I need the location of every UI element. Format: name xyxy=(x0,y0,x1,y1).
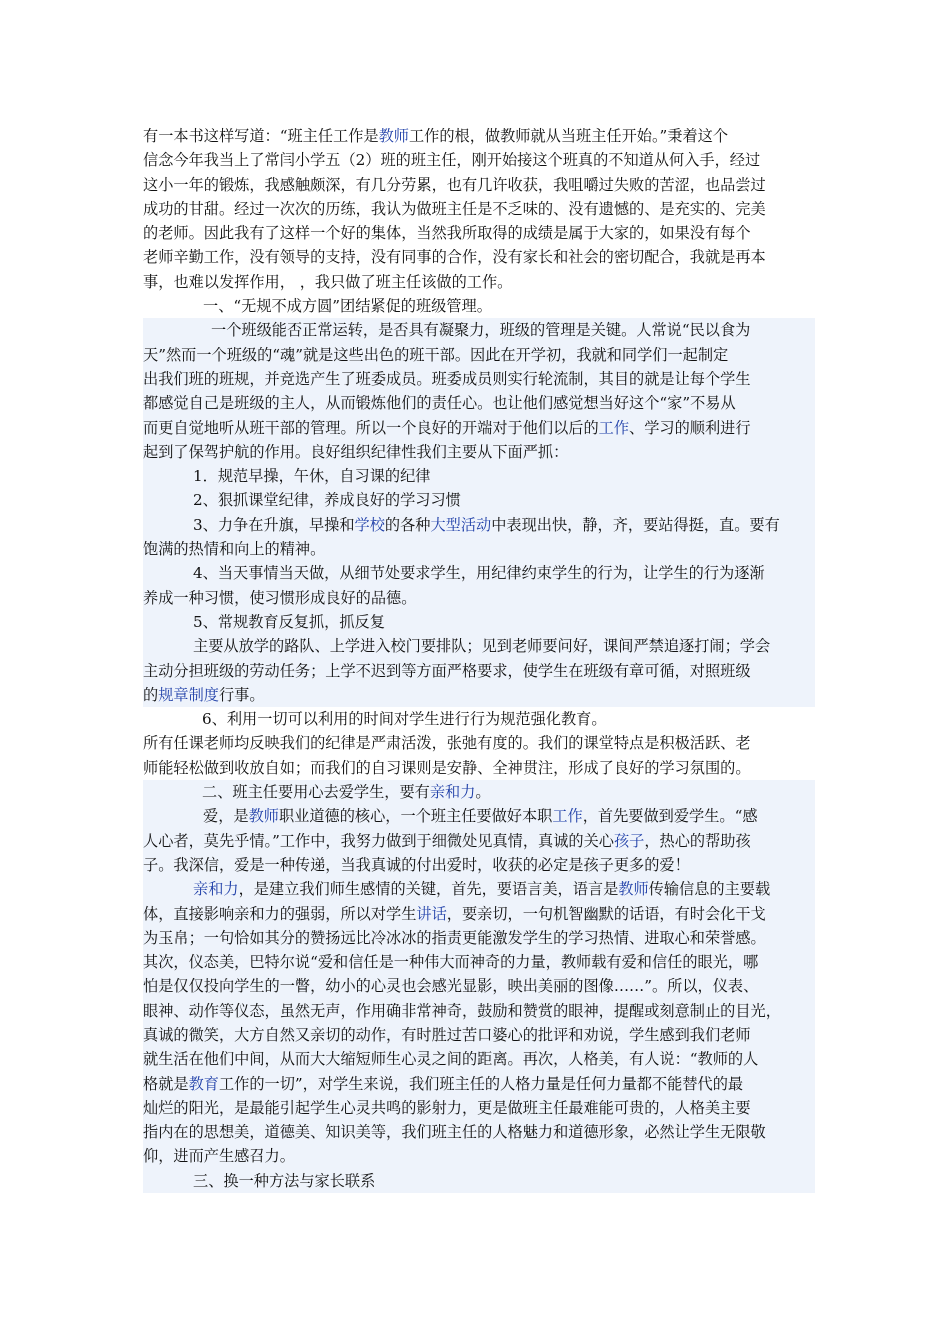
text-line xyxy=(143,683,815,707)
text-run: 爱，是 xyxy=(203,807,249,826)
text-line xyxy=(143,391,815,415)
text-line xyxy=(143,659,815,683)
text-run: 就生活在他们中间，从而大大缩短师生心灵之间的距离。再次，人格美，有人说：“教师的人 xyxy=(143,1050,759,1069)
keyword-link[interactable]: 孩子 xyxy=(613,831,645,850)
text-run: 为玉帛；一句恰如其分的赞扬远比冷冰冰的指责更能激发学生的学习热情、进取心和荣誉感。 xyxy=(143,928,766,947)
text-run: 的 xyxy=(143,685,159,704)
text-run: 3、力争在升旗，早操和 xyxy=(193,515,355,534)
keyword-link[interactable]: 教师 xyxy=(618,880,649,899)
text-run: 三、换一种方法与家长联系 xyxy=(193,1171,376,1190)
text-run: 师能轻松做到收放自如；而我们的自习课则是安静、全神贯注，形成了良好的学习氛围的。 xyxy=(143,758,751,777)
text-run: 1．规范早操，午休，自习课的纪律 xyxy=(193,467,431,486)
text-run: 工作的一切”，对学生来说，我们班主任的人格力量是任何力量都不能替代的最 xyxy=(218,1074,744,1093)
text-run: 真诚的微笑，大方自然又亲切的动作，有时胜过苦口婆心的批评和劝说，学生感到我们老师 xyxy=(143,1025,751,1044)
text-run: 这小一年的锻炼，我感触颇深，有几分劳累，也有几许收获，我咀嚼过失败的苦涩，也品尝过 xyxy=(143,175,766,194)
text-line xyxy=(143,343,815,367)
text-line xyxy=(143,634,815,658)
text-line xyxy=(143,488,815,512)
text-line xyxy=(143,707,815,731)
text-line xyxy=(143,270,815,294)
text-line xyxy=(143,1047,815,1071)
text-line xyxy=(143,1169,815,1193)
keyword-link[interactable]: 教师 xyxy=(248,807,279,826)
text-run: ，首先要做到爱学生。“感 xyxy=(582,807,758,826)
text-run: 体，直接影响亲和力的强弱，所以对学生 xyxy=(143,904,417,923)
text-line xyxy=(143,221,815,245)
keyword-link[interactable]: 工作 xyxy=(598,418,629,437)
keyword-link[interactable]: 亲和力 xyxy=(429,783,476,802)
text-run: 成功的甘甜。经过一次次的历练，我认为做班主任是不乏味的、没有遗憾的、是充实的、完美 xyxy=(143,199,766,218)
text-run: 6、利用一切可以利用的时间对学生进行行为规范强化教育。 xyxy=(202,710,607,729)
text-run: ，是建立我们师生感情的关键，首先，要语言美，语言是 xyxy=(238,880,619,899)
text-line xyxy=(143,124,815,148)
text-run: 行事。 xyxy=(218,685,265,704)
keyword-link[interactable]: 规章制度 xyxy=(158,685,219,704)
text-line xyxy=(143,974,815,998)
text-run: 所有任课老师均反映我们的纪律是严肃活泼，张弛有度的。我们的课堂特点是积极活跃、老 xyxy=(143,734,751,753)
text-run: 主动分担班级的劳动任务；上学不迟到等方面严格要求，使学生在班级有章可循，对照班级 xyxy=(143,661,751,680)
text-run: 传输信息的主要载 xyxy=(648,880,771,899)
text-run: 都感觉自己是班级的主人，从而锻炼他们的责任心。也让他们感觉想当好这个“家”不易从 xyxy=(143,394,736,413)
text-line xyxy=(143,902,815,926)
text-run: 而更自觉地听从班干部的管理。所以一个良好的开端对于他们以后的 xyxy=(143,418,599,437)
text-run: 其次，仪态美，巴特尔说“爱和信任是一种伟大而神奇的力量，教师载有爱和信任的眼光，哪 xyxy=(143,953,759,972)
text-line xyxy=(143,440,815,464)
text-line xyxy=(143,999,815,1023)
text-line xyxy=(143,318,815,342)
text-run: 养成一种习惯，使习惯形成良好的品德。 xyxy=(143,588,417,607)
text-line xyxy=(143,1096,815,1120)
text-line xyxy=(143,610,815,634)
text-run: 职业道德的核心，一个班主任要做好本职 xyxy=(278,807,553,826)
text-run: 仰，进而产生感召力。 xyxy=(143,1147,295,1166)
text-line xyxy=(143,561,815,585)
text-run: 指内在的思想美，道德美、知识美等，我们班主任的人格魅力和道德形象，必然让学生无限敬 xyxy=(143,1123,766,1142)
keyword-link[interactable]: 教师 xyxy=(378,127,409,145)
text-run: 怕是仅仅投向学生的一瞥，幼小的心灵也会感光显影，映出美丽的图像……”。所以，仪表、 xyxy=(143,977,759,996)
text-line xyxy=(143,853,815,877)
text-line xyxy=(143,829,815,853)
text-line xyxy=(143,780,815,804)
text-run: 一个班级能否正常运转，是否具有凝聚力，班级的管理是关键。人常说“民以食为 xyxy=(211,321,751,340)
text-line xyxy=(143,294,815,318)
text-line xyxy=(143,586,815,610)
text-line xyxy=(143,464,815,488)
keyword-link[interactable]: 讲话 xyxy=(416,904,447,923)
text-line xyxy=(143,1120,815,1144)
text-run: 主要从放学的路队、上学进入校门要排队；见到老师要问好，课间严禁追逐打闹；学会 xyxy=(193,637,771,656)
text-line xyxy=(143,173,815,197)
text-run: 子。我深信，爱是一种传递，当我真诚的付出爱时，收获的必定是孩子更多的爱！ xyxy=(143,855,690,874)
text-line xyxy=(143,197,815,221)
text-line xyxy=(143,1072,815,1096)
text-line xyxy=(143,731,815,755)
text-line xyxy=(143,245,815,269)
text-run: 天”然而一个班级的“魂”就是这些出色的班干部。因此在开学初，我就和同学们一起制定 xyxy=(143,345,729,364)
keyword-link[interactable]: 大型活动 xyxy=(430,515,492,534)
text-run: 4、当天事情当天做，从细节处要求学生，用纪律约束学生的行为，让学生的行为逐渐 xyxy=(193,564,765,583)
text-line xyxy=(143,950,815,974)
text-run: 。 xyxy=(475,783,491,802)
text-run: 工作的根，做教师就从当班主任开始。”秉着这个 xyxy=(408,127,729,145)
text-run: 二、班主任要用心去爱学生，要有 xyxy=(202,783,430,802)
text-run: 、学习的顺利进行 xyxy=(629,418,751,437)
text-line xyxy=(143,537,815,561)
document-body xyxy=(143,124,815,1193)
text-run: ，要亲切，一句机智幽默的话语，有时会化干戈 xyxy=(446,904,766,923)
keyword-link[interactable]: 学校 xyxy=(354,515,385,534)
text-run: 一、“无规不成方圆”团结紧促的班级管理。 xyxy=(203,297,492,316)
text-line xyxy=(143,877,815,901)
text-line xyxy=(143,148,815,172)
text-run: 信念今年我当上了常闫小学五（2）班的班主任，刚开始接这个班真的不知道从何入手，经过 xyxy=(143,151,761,170)
text-run: 事，也难以发挥作用， ，我只做了班主任该做的工作。 xyxy=(143,272,513,291)
text-line xyxy=(143,926,815,950)
text-run: 2、狠抓课堂纪律，养成良好的学习习惯 xyxy=(193,491,461,510)
text-run: ，热心的帮助孩 xyxy=(644,831,751,850)
text-run: 中表现出快，静，齐，要站得挺，直。要有 xyxy=(491,515,780,534)
keyword-link[interactable]: 工作 xyxy=(552,807,583,826)
text-run: 灿烂的阳光，是最能引起学生心灵共鸣的影射力，更是做班主任最难能可贵的，人格美主要 xyxy=(143,1098,751,1117)
text-run: 的老师。因此我有了这样一个好的集体，当然我所取得的成绩是属于大家的，如果没有每个 xyxy=(143,224,751,243)
text-line xyxy=(143,1144,815,1168)
keyword-link[interactable]: 教育 xyxy=(188,1074,219,1093)
text-line xyxy=(143,367,815,391)
text-run: 格就是 xyxy=(143,1074,189,1093)
text-run: 起到了保驾护航的作用。良好组织纪律性我们主要从下面严抓： xyxy=(143,442,569,461)
text-run: 眼神、动作等仪态，虽然无声，作用确非常神奇，鼓励和赞赏的眼神，提醒或刻意制止的目光， xyxy=(143,1001,781,1020)
text-line xyxy=(143,416,815,440)
text-run: 5、常规教育反复抓，抓反复 xyxy=(193,612,385,631)
text-run: 出我们班的班规，并竞选产生了班委成员。班委成员则实行轮流制，其目的就是让每个学生 xyxy=(143,369,751,388)
keyword-link[interactable]: 亲和力 xyxy=(193,880,239,899)
text-line xyxy=(143,804,815,828)
text-line xyxy=(143,756,815,780)
text-run: 的各种 xyxy=(384,515,431,534)
text-line xyxy=(143,513,815,537)
text-run: 老师辛勤工作，没有领导的支持，没有同事的合作，没有家长和社会的密切配合，我就是再本 xyxy=(143,248,766,267)
text-run: 有一本书这样写道：“班主任工作是 xyxy=(143,127,379,145)
text-run: 饱满的热情和向上的精神。 xyxy=(143,540,326,559)
text-run: 人心者，莫先乎情。”工作中，我努力做到于细微处见真情，真诚的关心 xyxy=(143,831,614,850)
text-line xyxy=(143,1023,815,1047)
